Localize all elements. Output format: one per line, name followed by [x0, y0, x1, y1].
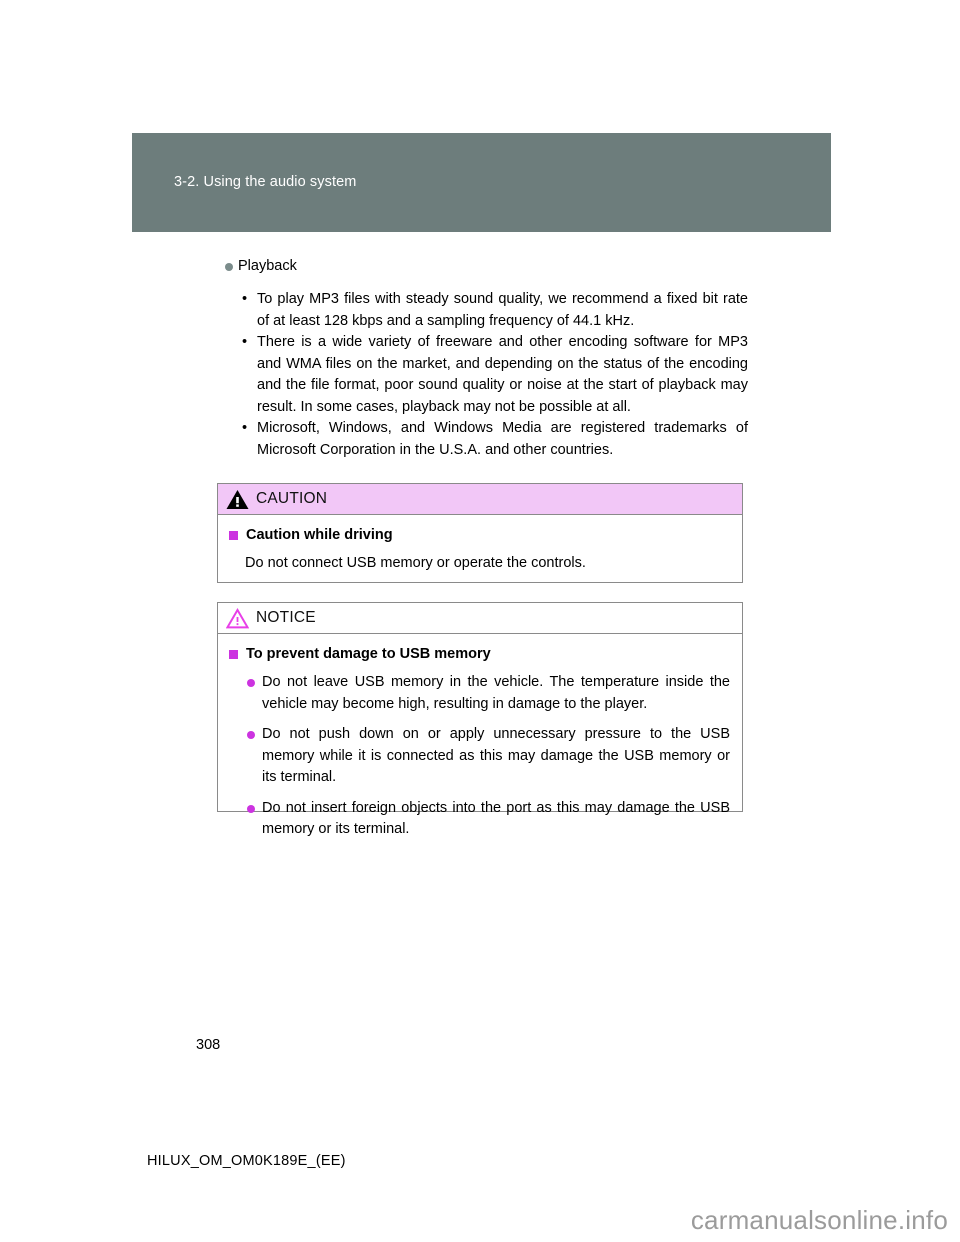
bullet-marker-icon: •: [242, 334, 248, 350]
notice-box-header: [218, 603, 742, 634]
watermark-text: carmanualsonline.info: [690, 1205, 948, 1235]
round-bullet-icon: [247, 805, 255, 813]
main-content: [218, 256, 748, 461]
bullet-dot-icon: [225, 263, 233, 271]
notice-items-list: [229, 672, 730, 841]
caution-body-text: Do not connect USB memory or operate the controls.: [245, 555, 586, 571]
chapter-title: 3-2. Using the audio system: [174, 174, 357, 190]
list-item: [246, 724, 730, 789]
caution-subheading: [229, 526, 730, 545]
caution-subheading-label: Caution while driving: [246, 527, 393, 543]
list-item-text: There is a wide variety of freeware and other encoding software for MP3 and WMA files on the market, and depending on the status of the encoding and the file format, poor sound quality or noise at the start of playback may result. In some cases, playback may not be possible at all.: [257, 334, 748, 415]
list-item: [246, 672, 730, 715]
bullet-marker-icon: •: [242, 420, 248, 436]
notice-box-body: [218, 634, 742, 853]
page-number: 308: [196, 1037, 221, 1053]
chapter-header-band: [132, 133, 831, 232]
round-bullet-icon: [247, 731, 255, 739]
document-code: HILUX_OM_OM0K189E_(EE): [147, 1153, 346, 1169]
playback-notes-list: [218, 289, 748, 461]
list-item-text: Do not insert foreign objects into the port as this may damage the USB memory or its terminal.: [262, 799, 730, 837]
notice-subheading-label: To prevent damage to USB memory: [246, 646, 491, 662]
section-heading-label: Playback: [238, 258, 297, 274]
list-item-text: Do not push down on or apply unnecessary pressure to the USB memory while it is connected as this may damage the USB memory or its terminal.: [262, 726, 730, 785]
caution-box: [217, 483, 743, 583]
list-item: [240, 418, 748, 461]
round-bullet-icon: [247, 679, 255, 687]
bullet-marker-icon: •: [242, 291, 248, 307]
square-bullet-icon: [229, 650, 238, 659]
warning-triangle-outline-icon: [226, 608, 249, 629]
notice-box: [217, 602, 743, 837]
square-bullet-icon: [229, 531, 238, 540]
notice-subheading: [229, 645, 730, 664]
section-heading: [218, 256, 748, 276]
list-item: [240, 289, 748, 332]
caution-box-body: [218, 515, 742, 586]
list-item: [240, 332, 748, 418]
warning-triangle-solid-icon: [226, 489, 249, 510]
list-item-text: Microsoft, Windows, and Windows Media are registered trademarks of Microsoft Corporation in the U.S.A. and other countries.: [257, 420, 748, 458]
notice-box-title: NOTICE: [256, 609, 316, 626]
list-item: [246, 798, 730, 841]
list-item-text: Do not leave USB memory in the vehicle. The temperature inside the vehicle may become high, resulting in damage to the player.: [262, 674, 730, 712]
caution-box-title: CAUTION: [256, 490, 328, 507]
caution-box-header: [218, 484, 742, 515]
list-item-text: To play MP3 files with steady sound quality, we recommend a fixed bit rate of at least 128 kbps and a sampling frequency of 44.1 kHz.: [257, 291, 748, 329]
